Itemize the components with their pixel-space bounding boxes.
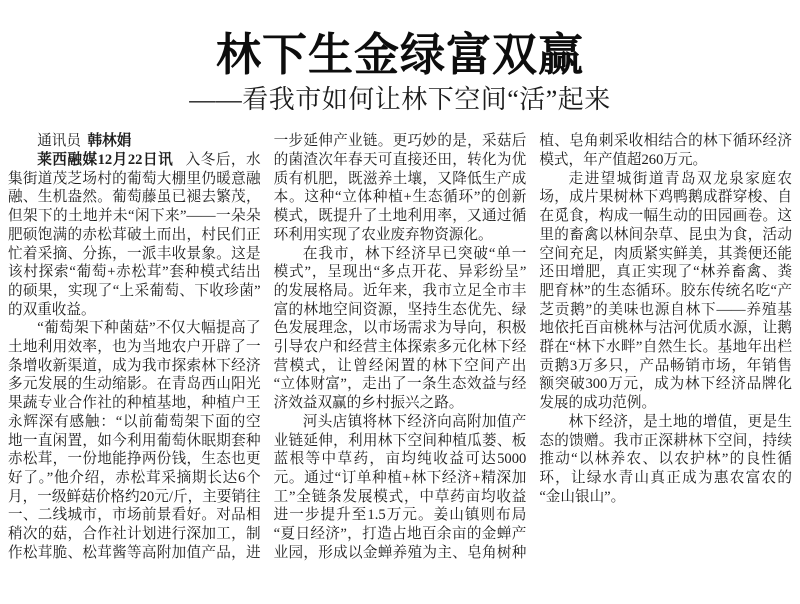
article-title: 林下生金绿富双赢 — [215, 30, 584, 80]
byline-role: 通讯员 — [37, 133, 81, 150]
lead-paragraph — [8, 151, 261, 319]
article-body — [8, 132, 792, 566]
byline — [8, 132, 261, 151]
paragraph-citywide-development: 在我市，林下经济早已突破“单一模式”，呈现出“多点开花、异彩纷呈”的发展格局。近年来，我市立足全市丰富的林地空间资源，坚持生态优先、绿色发展理念，以市场需求为导向，积极引导农户和经营主体探索多元化林下经营模式，让曾经闲置的林下空间产出“立体财富”，走出了一条生态效益与经济效益双赢的乡村振兴之路。 — [273, 245, 527, 412]
paragraph-conclusion: 林下经济，是土地的增值，更是生态的馈赠。我市正深耕林下空间，持续推动“以林养农、以农护林”的良性循环，让绿水青山真正成为惠农富农的“金山银山”。 — [539, 413, 792, 505]
paragraph-herbs-and-cicada-park: 河头店镇将林下经济向高附加值产业链延伸，利用林下空间种植瓜蒌、板蓝根等中草药，亩均纯收益可达5000元。通过“订单种植+林下经济+精深加工”全链条发展模式，中草药亩均收益进一步提升至1.5万元。姜山镇则布局“夏日经济”，打造占地百余亩的金蝉产业园，形成以金蝉养殖为主、皂角树种植、皂角刺采收相结合的林下循环经济模式，年产值超260万元。 — [273, 133, 792, 561]
paragraph-poultry-farm: 走进望城街道青岛双龙泉家庭农场，成片果树林下鸡鸭鹅成群穿梭、自在觅食，构成一幅生动的田园画卷。这里的畜禽以林间杂草、昆虫为食，活动空间充足，肉质紧实鲜美，其粪便还能还田增肥，真正实现了“林养畜禽、粪肥育林”的生态循环。胶东传统名吃“产芝贡鹅”的美味也源自林下——养殖基地依托百亩桃林与沽河优质水源，让鹅群在“林下水畔”自然生长。基地年出栏贡鹅3万多只，产品畅销市场，年销售额突破300万元，成为林下经济品牌化发展的成功范例。 — [539, 170, 792, 412]
lead-text: 入冬后，水集街道茂芝场村的葡萄大棚里仍暖意融融、生机盎然。葡萄藤虽已褪去繁茂，但架下的土地并未“闲下来”——一朵朵肥硕饱满的赤松茸破土而出，村民们正忙着采摘、分拣，一派丰收景象。这是该村探索“葡萄+赤松茸”套种模式结出的硕果，实现了“上采葡萄、下收珍菌”的双重收益。 — [8, 152, 261, 318]
byline-name: 韩林娟 — [87, 133, 132, 150]
dateline: 莱西融媒12月22日讯 — [37, 152, 174, 169]
newspaper-article-page — [0, 30, 800, 604]
article-subtitle: ——看我市如何让林下空间“活”起来 — [189, 84, 611, 114]
paragraph-mushrooms-under-grapes: “葡萄架下种菌菇”不仅大幅提高了土地利用效率，也为当地农户开辟了一条增收新渠道，成为我市探索林下经济多元发展的生动缩影。在青岛西山阳光果蔬专业合作社的种植基地，种植户王永辉深有感触：“以前葡萄架下面的空地一直闲置，如今利用葡萄休眠期套种赤松茸，一份地能挣两份钱，生态也更好了。”他介绍，赤松茸采摘期长达6个月，一级鲜菇价格约20元/斤，主要销往一、二线城市，市场前景看好。对品相稍次的菇，合作社计划进行深加工，制作松茸脆、松茸酱等高附加值产品，进一步延伸产业链。更巧妙的是，采菇后的菌渣次年春天可直接还田，转化为优质有机肥，既滋养土壤，又降低生产成本。这种“立体种植+生态循环”的创新模式，既提升了土地利用率，又通过循环利用实现了农业废弃物资源化。 — [8, 133, 527, 561]
